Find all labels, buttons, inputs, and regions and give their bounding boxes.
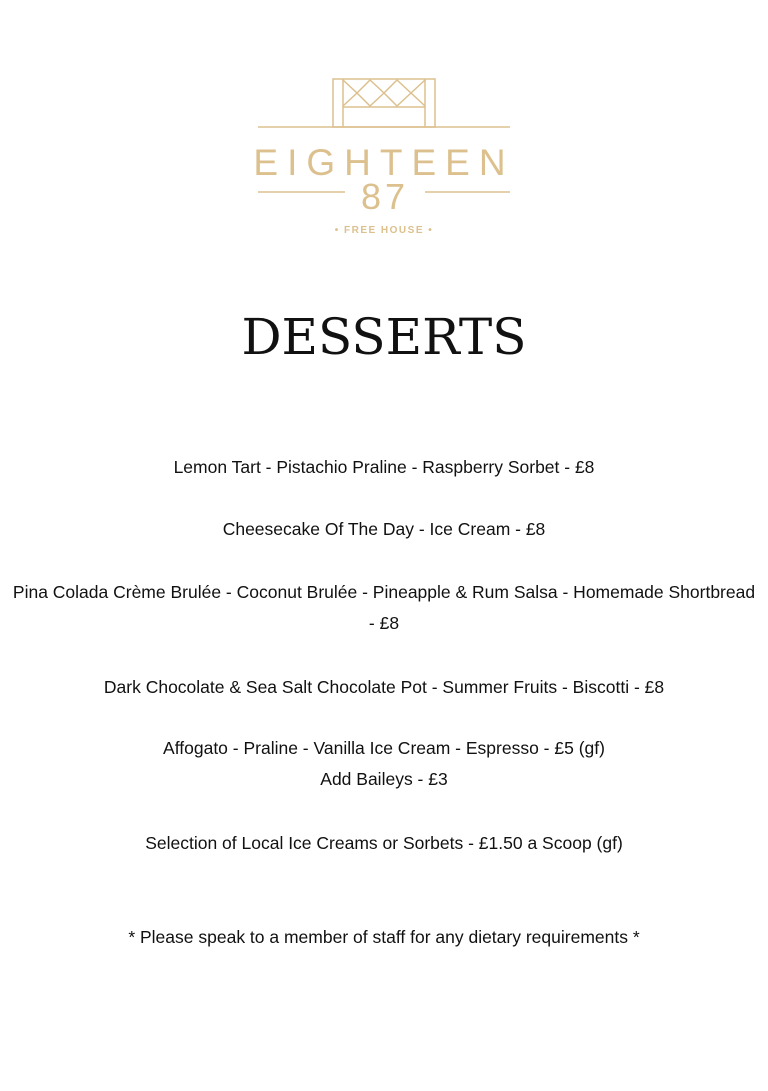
- logo-name: EIGHTEEN: [253, 142, 515, 183]
- menu-item: Affogato - Praline - Vanilla Ice Cream - Espresso - £5 (gf): [163, 738, 605, 758]
- menu-item: Cheesecake Of The Day - Ice Cream - £8: [222, 519, 546, 539]
- eighteen-87-logo: [0, 0, 768, 250]
- menu-item: Lemon Tart - Pistachio Praline - Raspberry Sorbet - £8: [173, 457, 595, 477]
- menu-item: Selection of Local Ice Creams or Sorbets - £1.50 a Scoop (gf): [145, 833, 623, 853]
- page-title: DESSERTS: [241, 308, 527, 366]
- dietary-note: * Please speak to a member of staff for any dietary requirements *: [128, 927, 640, 947]
- logo-number: 87: [360, 176, 410, 217]
- menu-item: Dark Chocolate & Sea Salt Chocolate Pot - Summer Fruits - Biscotti - £8: [103, 677, 665, 697]
- menu-item: Pina Colada Crème Brulée - Coconut Brulée - Pineapple & Rum Salsa - Homemade Shortbread - £8: [12, 582, 756, 633]
- logo-tagline: • FREE HOUSE •: [334, 225, 434, 236]
- menu-item-addon: Add Baileys - £3: [320, 769, 448, 789]
